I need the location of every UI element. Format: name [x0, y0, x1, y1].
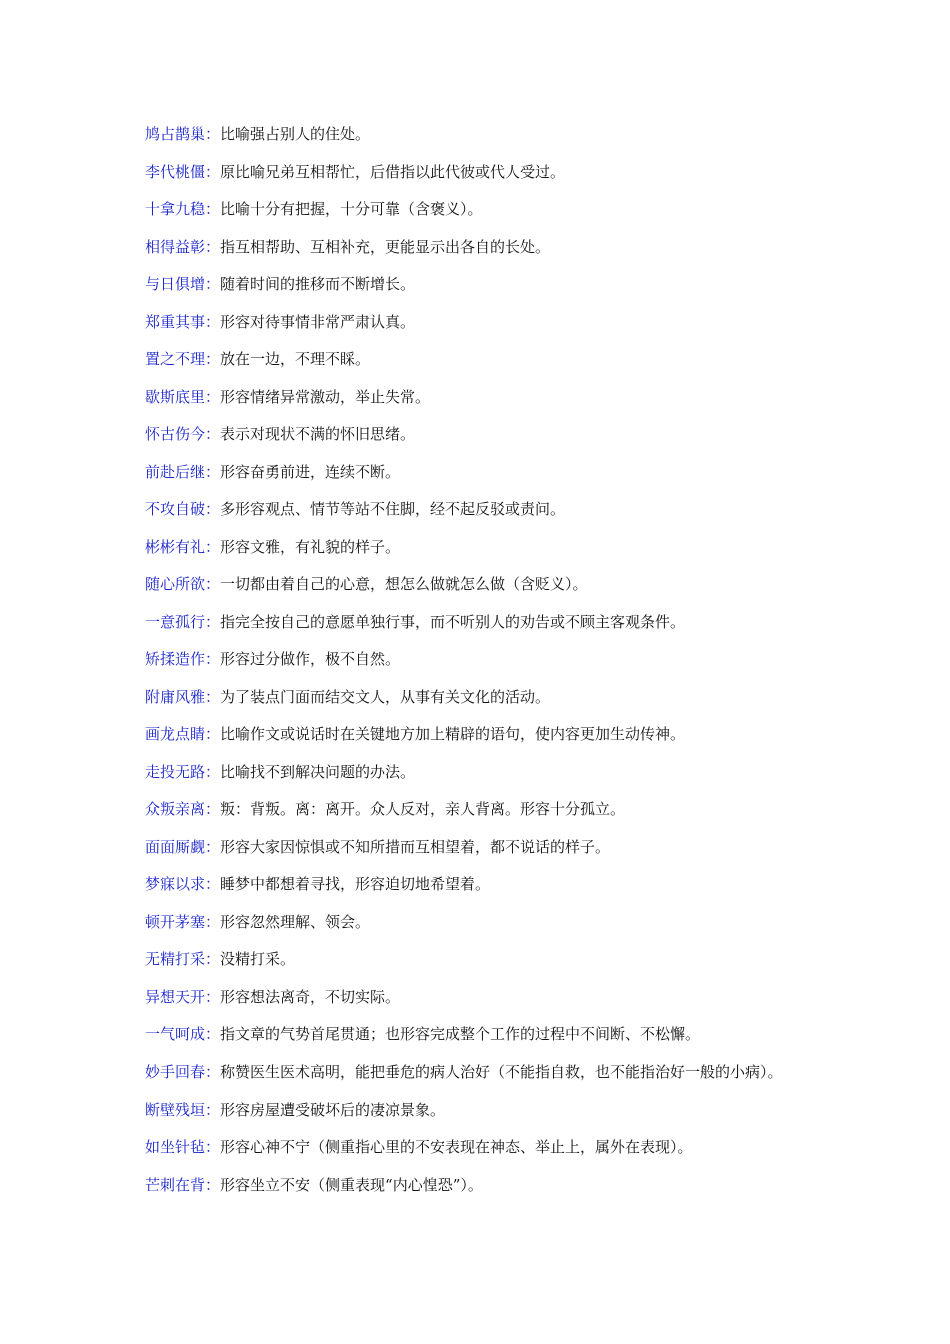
idiom-colon: ：: [205, 987, 221, 1006]
idiom-definition: 形容情绪异常激动，举止失常。: [220, 387, 431, 406]
idiom-colon: ：: [205, 125, 221, 143]
idiom-definition: 多形容观点、情节等站不住脚，经不起反驳或责问。: [220, 500, 566, 518]
idiom-term: 不攻自破: [145, 500, 206, 518]
idiom-definition: 原比喻兄弟互相帮忙，后借指以此代彼或代人受过。: [220, 162, 566, 181]
idiom-term: 鸠占鹊巢: [145, 125, 206, 143]
idiom-definition: 随着时间的推移而不断增长。: [220, 275, 416, 293]
idiom-colon: ：: [205, 425, 221, 443]
idiom-colon: ：: [205, 687, 221, 706]
idiom-entry: [145, 529, 815, 567]
idiom-definition: 没精打采。: [220, 950, 296, 968]
idiom-term: 走投无路: [145, 762, 206, 781]
idiom-term: 画龙点睛: [145, 725, 206, 743]
idiom-colon: ：: [205, 237, 221, 256]
idiom-definition: 指文章的气势首尾贯通；也形容完成整个工作的过程中不间断、不松懈。: [220, 1025, 701, 1043]
idiom-entry: [145, 829, 815, 867]
idiom-term: 怀古伤今: [145, 425, 206, 443]
idiom-entry: [145, 454, 815, 492]
idiom-entry: [145, 491, 815, 529]
idiom-definition: 形容大家因惊惧或不知所措而互相望着，都不说话的样子。: [220, 837, 611, 856]
idiom-colon: ：: [205, 462, 221, 481]
idiom-entry: [145, 866, 815, 904]
idiom-colon: ：: [205, 837, 221, 856]
idiom-colon: ：: [205, 725, 221, 743]
idiom-definition: 放在一边，不理不睬。: [220, 350, 371, 368]
idiom-entry: [145, 566, 815, 604]
idiom-term: 矫揉造作: [145, 650, 206, 668]
idiom-entry: [145, 904, 815, 942]
idiom-definition: 比喻找不到解决问题的办法。: [220, 762, 416, 781]
idiom-colon: ：: [205, 500, 221, 518]
idiom-definition: 形容过分做作，极不自然。: [220, 650, 401, 668]
idiom-entry: [145, 341, 815, 379]
idiom-entry: [145, 154, 815, 192]
idiom-colon: ：: [205, 1062, 221, 1081]
idiom-definition: 为了装点门面而结交文人，从事有关文化的活动。: [220, 687, 551, 706]
idiom-entry: [145, 679, 815, 717]
idiom-entry: [145, 604, 815, 642]
idiom-entry: [145, 266, 815, 304]
idiom-term: 置之不理: [145, 350, 206, 368]
idiom-colon: ：: [205, 800, 221, 818]
idiom-term: 十拿九稳: [145, 200, 206, 218]
idiom-entry: [145, 979, 815, 1017]
idiom-entry: [145, 191, 815, 229]
idiom-colon: ：: [205, 612, 221, 631]
idiom-colon: ：: [205, 875, 221, 893]
idiom-definition: 睡梦中都想着寻找，形容迫切地希望着。: [220, 875, 491, 893]
idiom-definition: 比喻十分有把握，十分可靠（含褒义）。: [220, 200, 483, 218]
idiom-entry: [145, 1016, 815, 1054]
idiom-term: 众叛亲离: [145, 800, 206, 818]
idiom-definition: 形容想法离奇，不切实际。: [220, 987, 401, 1006]
idiom-term: 芒刺在背: [145, 1175, 206, 1194]
idiom-definition: 形容忽然理解、领会。: [220, 912, 371, 931]
idiom-definition: 比喻作文或说话时在关键地方加上精辟的语句，使内容更加生动传神。: [220, 725, 686, 743]
idiom-colon: ：: [205, 1100, 221, 1119]
idiom-definition: 形容文雅，有礼貌的样子。: [220, 537, 401, 556]
idiom-colon: ：: [205, 1138, 221, 1156]
idiom-entry: [145, 1054, 815, 1092]
idiom-term: 与日俱增: [145, 275, 206, 293]
idiom-term: 面面厮觑: [145, 837, 206, 856]
idiom-colon: ：: [205, 537, 221, 556]
idiom-definition: 比喻强占别人的住处。: [220, 125, 371, 143]
idiom-term: 顿开茅塞: [145, 912, 206, 931]
idiom-term: 断壁残垣: [145, 1100, 206, 1119]
idiom-entry: [145, 754, 815, 792]
idiom-colon: ：: [205, 950, 221, 968]
idiom-term: 彬彬有礼: [145, 537, 206, 556]
idiom-entry: [145, 1129, 815, 1167]
idiom-term: 梦寐以求: [145, 875, 206, 893]
idiom-colon: ：: [205, 200, 221, 218]
idiom-definition: 表示对现状不满的怀旧思绪。: [220, 425, 416, 443]
idiom-colon: ：: [205, 350, 221, 368]
idiom-entry: [145, 229, 815, 267]
idiom-term: 随心所欲: [145, 575, 206, 593]
idiom-colon: ：: [205, 387, 221, 406]
idiom-definition: 形容房屋遭受破坏后的凄凉景象。: [220, 1100, 446, 1119]
idiom-colon: ：: [205, 1175, 221, 1194]
idiom-entry: [145, 379, 815, 417]
idiom-definition: 形容奋勇前进，连续不断。: [220, 462, 401, 481]
idiom-entry: [145, 1167, 815, 1205]
idiom-definition: 一切都由着自己的心意，想怎么做就怎么做（含贬义）。: [220, 575, 588, 593]
idiom-colon: ：: [205, 162, 221, 181]
idiom-term: 前赴后继: [145, 462, 206, 481]
idiom-definition: 叛：背叛。离：离开。众人反对，亲人背离。形容十分孤立。: [220, 800, 626, 818]
idiom-colon: ：: [205, 275, 221, 293]
idiom-entry: [145, 791, 815, 829]
idiom-term: 歇斯底里: [145, 387, 206, 406]
idiom-term: 李代桃僵: [145, 162, 206, 181]
idiom-colon: ：: [205, 912, 221, 931]
idiom-colon: ：: [205, 650, 221, 668]
idiom-definition: 形容对待事情非常严肃认真。: [220, 312, 416, 331]
idiom-term: 相得益彰: [145, 237, 206, 256]
idiom-definition: 指互相帮助、互相补充，更能显示出各自的长处。: [220, 237, 551, 256]
idiom-definition: 形容心神不宁（侧重指心里的不安表现在神态、举止上，属外在表现）。: [220, 1138, 693, 1156]
idiom-term: 郑重其事: [145, 312, 206, 331]
idiom-definition: 称赞医生医术高明，能把垂危的病人治好（不能指自救，也不能指治好一般的小病）。: [220, 1062, 783, 1081]
idiom-entry: [145, 1092, 815, 1130]
idiom-list: [145, 116, 815, 1204]
idiom-term: 一气呵成: [145, 1025, 206, 1043]
idiom-entry: [145, 641, 815, 679]
idiom-colon: ：: [205, 575, 221, 593]
idiom-definition: 形容坐立不安（侧重表现“内心惶恐”）。: [220, 1175, 483, 1194]
idiom-term: 异想天开: [145, 987, 206, 1006]
idiom-term: 无精打采: [145, 950, 206, 968]
idiom-term: 如坐针毡: [145, 1138, 206, 1156]
idiom-term: 妙手回春: [145, 1062, 206, 1081]
idiom-entry: [145, 116, 815, 154]
idiom-colon: ：: [205, 762, 221, 781]
idiom-entry: [145, 716, 815, 754]
idiom-entry: [145, 304, 815, 342]
idiom-colon: ：: [205, 312, 221, 331]
idiom-term: 一意孤行: [145, 612, 206, 631]
idiom-colon: ：: [205, 1025, 221, 1043]
idiom-entry: [145, 416, 815, 454]
idiom-entry: [145, 941, 815, 979]
idiom-term: 附庸风雅: [145, 687, 206, 706]
idiom-definition: 指完全按自己的意愿单独行事，而不听别人的劝告或不顾主客观条件。: [220, 612, 686, 631]
